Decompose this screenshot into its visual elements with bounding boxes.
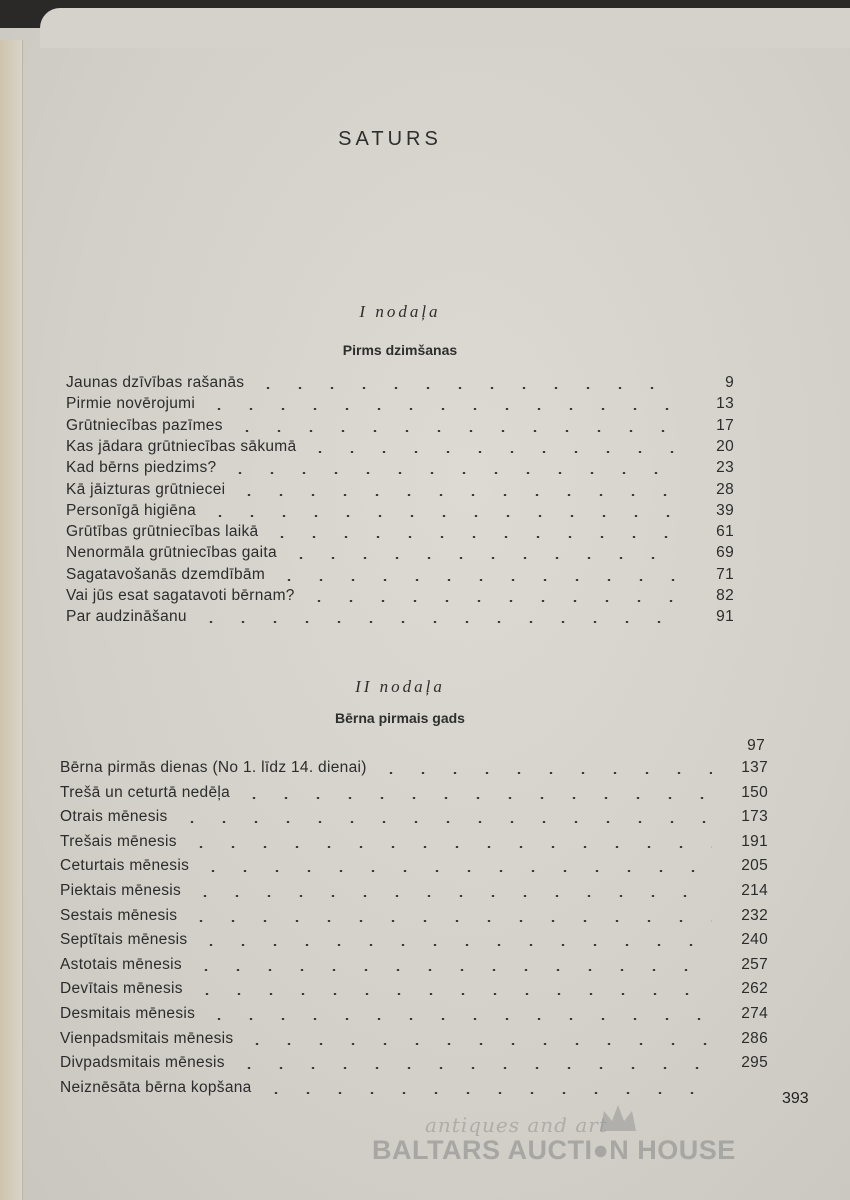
toc-entry xyxy=(60,1003,768,1023)
toc-entry-title: Vienpadsmitais mēnesis xyxy=(60,1029,234,1047)
toc-entry-title: Sestais mēnesis xyxy=(60,906,178,924)
toc-entry xyxy=(66,564,734,584)
toc-page-number: 9 xyxy=(725,374,734,391)
toc-page-number: 82 xyxy=(716,587,734,604)
toc-entry-title: Trešā un ceturtā nedēļa xyxy=(60,783,231,801)
toc-entry xyxy=(66,372,734,392)
toc-page-number: 91 xyxy=(716,608,734,626)
toc-entry xyxy=(60,806,768,826)
dot-leader xyxy=(224,472,678,474)
toc-entry xyxy=(60,1077,768,1097)
toc-page-number: 173 xyxy=(741,808,768,826)
toc-entry xyxy=(60,905,768,925)
toc-entry xyxy=(66,436,734,456)
watermark-tagline: antiques and art xyxy=(425,1113,608,1137)
toc-entry xyxy=(66,521,734,541)
toc-entry-title: Bērna pirmās dienas (No 1. līdz 14. dienai) xyxy=(60,759,367,776)
toc-entry-title: Piektais mēnesis xyxy=(60,882,182,899)
toc-entry-title: Trešais mēnesis xyxy=(60,832,177,850)
dot-leader xyxy=(238,797,712,799)
dot-leader xyxy=(260,1092,712,1094)
toc-entry-title: Jaunas dzīvības rašanās xyxy=(66,374,245,391)
toc-entry xyxy=(60,1028,768,1048)
toc-entry xyxy=(60,880,768,900)
dot-leader xyxy=(191,993,712,995)
toc-entry-title: Kā jāizturas grūtniecei xyxy=(66,480,226,498)
dot-leader xyxy=(197,870,712,872)
toc-page-number: 71 xyxy=(716,565,734,583)
toc-entry xyxy=(60,929,768,949)
toc-entry-title: Vai jūs esat sagatavoti bērnam? xyxy=(66,587,295,604)
toc-entry-title: Neiznēsāta bērna kopšana xyxy=(60,1078,252,1096)
dot-leader xyxy=(273,579,678,581)
toc-entry xyxy=(66,393,734,413)
toc-entry-title: Devītais mēnesis xyxy=(60,980,183,998)
toc-page-number: 214 xyxy=(741,882,768,899)
toc-page-number: 191 xyxy=(741,832,768,850)
dot-leader xyxy=(233,494,678,496)
toc-entry-title: Sagatavošanās dzemdībām xyxy=(66,565,266,583)
toc-entry xyxy=(60,978,768,998)
dot-leader xyxy=(252,387,678,389)
toc-entry-title: Pirmie novērojumi xyxy=(66,395,196,413)
toc-entry-title: Septītais mēnesis xyxy=(60,931,188,949)
dot-leader xyxy=(190,969,712,971)
dot-leader xyxy=(303,600,678,602)
toc-entry-title: Personīgā higiēna xyxy=(66,501,197,519)
toc-entry-title: Grūtības grūtniecības laikā xyxy=(66,523,259,541)
toc-page-number: 232 xyxy=(741,906,768,924)
dot-leader xyxy=(176,821,712,823)
toc-entry xyxy=(66,500,734,520)
toc-page-number: 28 xyxy=(716,480,734,498)
dot-leader xyxy=(375,772,712,774)
toc-entry xyxy=(66,479,734,499)
dot-leader xyxy=(231,430,678,432)
toc-entry xyxy=(60,1052,768,1072)
toc-page-number: 274 xyxy=(741,1005,768,1022)
dot-leader xyxy=(185,846,712,848)
chapter-1-subtitle: Pirms dzimšanas xyxy=(342,342,458,358)
toc-page-number: 13 xyxy=(716,395,734,413)
dot-leader xyxy=(195,621,678,623)
dot-leader xyxy=(241,1043,712,1045)
toc-entry xyxy=(60,757,768,777)
toc-entry-title: Kad bērns piedzims? xyxy=(66,459,217,477)
toc-page-number: 39 xyxy=(716,501,734,519)
dot-leader xyxy=(185,920,712,922)
toc-page-number: 23 xyxy=(716,459,734,477)
toc-page-number: 286 xyxy=(741,1029,768,1047)
toc-entry-title: Par audzināšanu xyxy=(66,608,187,626)
toc-page-number: 20 xyxy=(716,437,734,455)
toc-page-number: 295 xyxy=(741,1054,768,1072)
dot-leader xyxy=(203,408,678,410)
toc-page-number: 137 xyxy=(741,759,768,776)
toc-page-number: 61 xyxy=(716,523,734,541)
watermark-brand: BALTARS AUCTI●N HOUSE xyxy=(372,1135,736,1165)
chapter-2-subtitle: Bērna pirmais gads xyxy=(335,710,465,726)
toc-page-number: 150 xyxy=(741,783,768,801)
toc-entry xyxy=(60,855,768,875)
toc-entry-title: Grūtniecības pazīmes xyxy=(66,416,223,434)
chapter-2-heading: II nodaļa xyxy=(355,677,445,696)
toc-entry xyxy=(66,542,734,562)
toc-page-number: 17 xyxy=(716,416,734,434)
toc-entry xyxy=(60,831,768,851)
toc-entry-title: Kas jādara grūtniecības sākumā xyxy=(66,437,297,455)
toc-page-number: 257 xyxy=(741,955,768,973)
dot-leader xyxy=(195,944,712,946)
dot-leader xyxy=(304,451,678,453)
dot-leader xyxy=(204,515,678,517)
dot-leader xyxy=(203,1018,712,1020)
toc-page-number: 262 xyxy=(741,980,768,998)
page-number: 393 xyxy=(782,1090,809,1107)
toc-entry xyxy=(66,606,734,626)
dot-leader xyxy=(189,895,712,897)
toc-entry-title: Divpadsmitais mēnesis xyxy=(60,1054,225,1072)
toc-page-number: 69 xyxy=(716,544,734,562)
toc-entry xyxy=(66,415,734,435)
toc-entry-title: Desmitais mēnesis xyxy=(60,1005,196,1022)
toc-page-number: 97 xyxy=(747,737,765,754)
toc-page-number: 240 xyxy=(741,931,768,949)
toc-entry-title: Ceturtais mēnesis xyxy=(60,857,190,875)
toc-entry xyxy=(66,585,734,605)
chapter-1-heading: I nodaļa xyxy=(359,302,441,321)
toc-entry xyxy=(60,782,768,802)
dot-leader xyxy=(233,1067,712,1069)
toc-entry-title: Nenormāla grūtniecības gaita xyxy=(66,544,277,562)
toc-entry-title: Otrais mēnesis xyxy=(60,808,168,826)
toc-entry xyxy=(66,457,734,477)
toc-entry xyxy=(60,954,768,974)
toc-entry-title: Astotais mēnesis xyxy=(60,955,182,973)
contents-title: SATURS xyxy=(338,128,442,150)
dot-leader xyxy=(266,536,678,538)
toc-page-number: 205 xyxy=(741,857,768,875)
dot-leader xyxy=(285,557,678,559)
